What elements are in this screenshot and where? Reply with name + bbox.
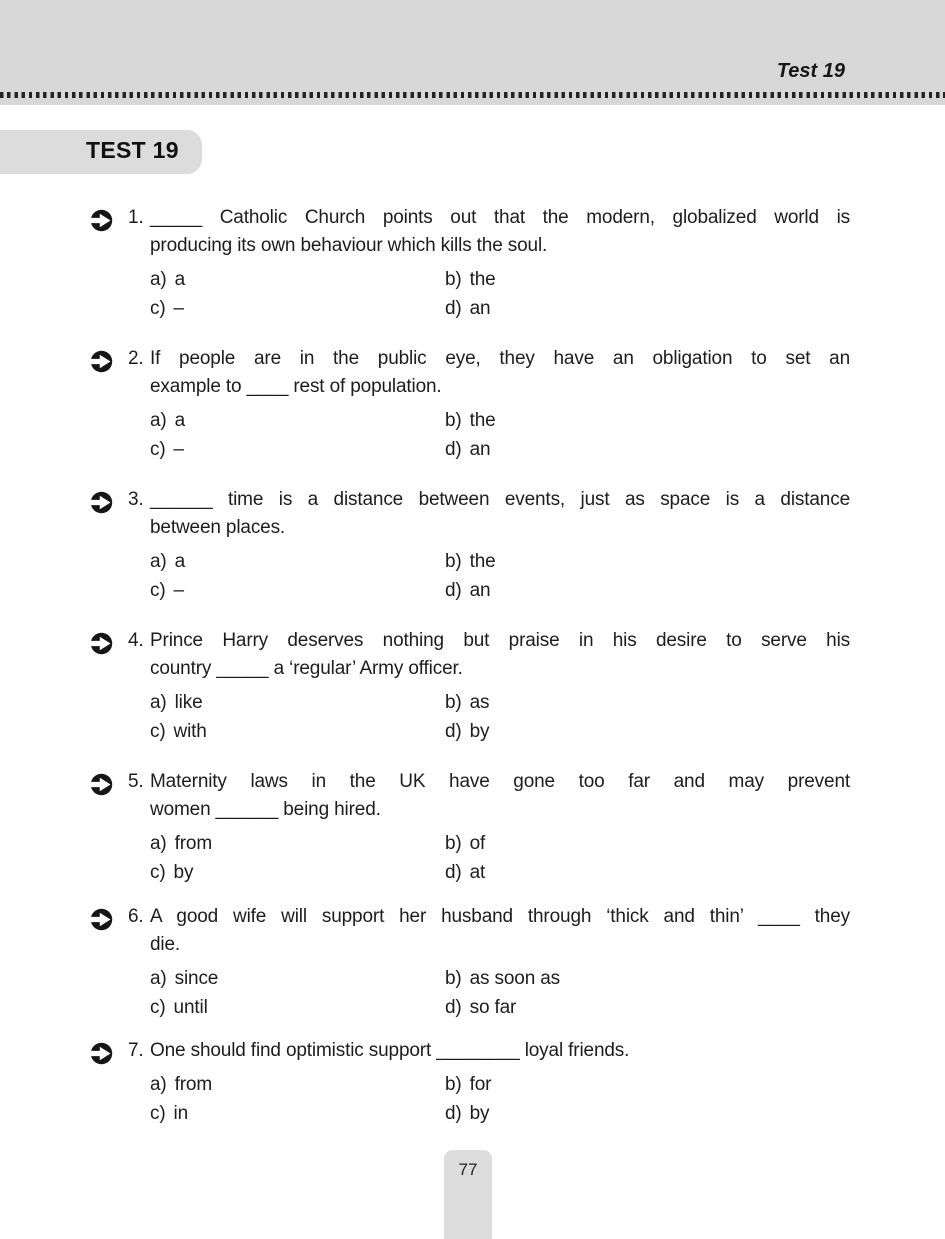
answer-options: [150, 829, 850, 887]
question-text-line: A good wife will support her husband through ‘thick and thin’ ____ they: [150, 906, 850, 927]
answer-options: [150, 688, 850, 746]
question-number: 4.: [128, 630, 144, 651]
option-b: b) for: [445, 1074, 492, 1095]
option-d: d) an: [445, 298, 491, 319]
question-6: [90, 903, 848, 1022]
arrow-in-circle-right-icon: [90, 209, 113, 232]
question-number: 2.: [128, 348, 144, 369]
question-2: [90, 345, 848, 464]
option-b: b) as: [445, 692, 490, 713]
option-a: a) like: [150, 692, 203, 713]
page-number: 77: [458, 1160, 478, 1179]
option-d: d) by: [445, 1103, 490, 1124]
test-title-label: TEST 19: [86, 137, 179, 163]
option-c: c) –: [150, 439, 184, 460]
question-text-line: example to ____ rest of population.: [150, 376, 442, 397]
answer-options: [150, 964, 850, 1022]
page-header: [0, 0, 945, 105]
question-text-line: between places.: [150, 517, 286, 538]
answer-options: [150, 265, 850, 323]
option-c: c) –: [150, 580, 184, 601]
question-3: [90, 486, 848, 605]
answer-options: [150, 547, 850, 605]
arrow-in-circle-right-icon: [90, 908, 113, 931]
question-number: 7.: [128, 1040, 144, 1061]
option-a: a) a: [150, 410, 186, 431]
option-b: b) the: [445, 551, 496, 572]
page-number-tab: [444, 1150, 492, 1239]
question-number: 6.: [128, 906, 144, 927]
option-b: b) of: [445, 833, 486, 854]
question-text-line: producing its own behaviour which kills the soul.: [150, 235, 548, 256]
option-c: c) until: [150, 997, 208, 1018]
question-number: 1.: [128, 207, 144, 228]
option-d: d) an: [445, 439, 491, 460]
question-text-line: If people are in the public eye, they have an obligation to set an: [150, 348, 850, 369]
option-b: b) the: [445, 269, 496, 290]
option-d: d) at: [445, 862, 486, 883]
dotted-divider: [0, 92, 945, 98]
question-text-line: Prince Harry deserves nothing but praise in his desire to serve his: [150, 630, 850, 651]
option-d: d) so far: [445, 997, 517, 1018]
question-4: [90, 627, 848, 746]
running-head-title: Test 19: [776, 60, 845, 82]
option-a: a) since: [150, 968, 219, 989]
question-text-line: country _____ a ‘regular’ Army officer.: [150, 658, 463, 679]
question-text-line: women ______ being hired.: [150, 799, 381, 820]
question-text-line: die.: [150, 934, 181, 955]
question-text-line: One should find optimistic support ________ loyal friends.: [150, 1040, 630, 1061]
option-b: b) as soon as: [445, 968, 561, 989]
option-b: b) the: [445, 410, 496, 431]
option-a: a) a: [150, 269, 186, 290]
option-d: d) an: [445, 580, 491, 601]
question-text-line: Maternity laws in the UK have gone too far and may prevent: [150, 771, 850, 792]
option-d: d) by: [445, 721, 490, 742]
test-title-tab: [0, 130, 202, 174]
question-number: 3.: [128, 489, 144, 510]
question-1: [90, 204, 848, 323]
question-number: 5.: [128, 771, 144, 792]
option-c: c) in: [150, 1103, 189, 1124]
arrow-in-circle-right-icon: [90, 1042, 113, 1065]
arrow-in-circle-right-icon: [90, 632, 113, 655]
arrow-in-circle-right-icon: [90, 491, 113, 514]
question-text-line: ______ time is a distance between events, just as space is a distance: [150, 489, 850, 510]
question-text-line: _____ Catholic Church points out that the modern, globalized world is: [150, 207, 850, 228]
option-a: a) from: [150, 833, 213, 854]
option-c: c) with: [150, 721, 207, 742]
question-7: [90, 1037, 848, 1128]
option-c: c) by: [150, 862, 194, 883]
answer-options: [150, 406, 850, 464]
option-a: a) from: [150, 1074, 213, 1095]
arrow-in-circle-right-icon: [90, 350, 113, 373]
answer-options: [150, 1070, 850, 1128]
option-a: a) a: [150, 551, 186, 572]
arrow-in-circle-right-icon: [90, 773, 113, 796]
option-c: c) –: [150, 298, 184, 319]
question-5: [90, 768, 848, 887]
